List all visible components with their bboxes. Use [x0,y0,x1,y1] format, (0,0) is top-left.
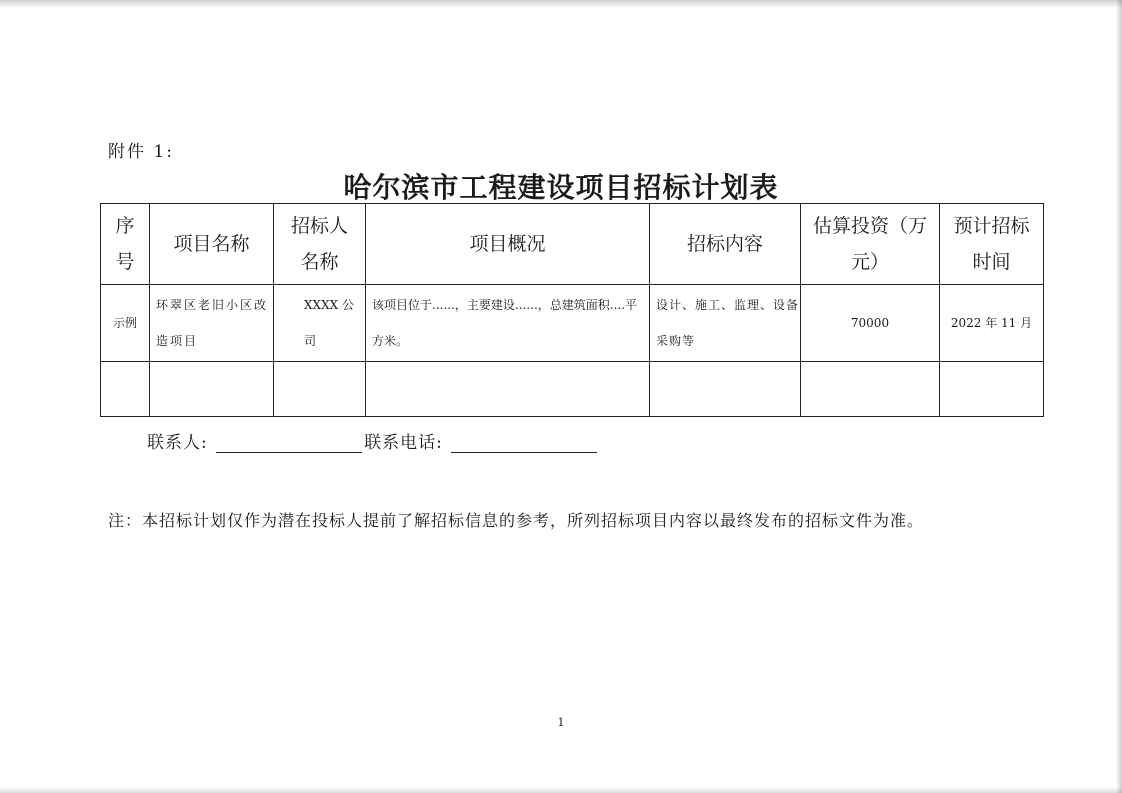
cell-index: 示例 [101,285,150,362]
footnote: 注：本招标计划仅作为潜在投标人提前了解招标信息的参考，所列招标项目内容以最终发布的招标文件为准。 [108,511,925,530]
cell-tenderer: XXXX 公司 [274,285,366,362]
header-time: 预计招标时间 [940,204,1044,285]
header-overview: 项目概况 [366,204,650,285]
contact-line [147,428,599,453]
contact-phone-label: 联系电话: [364,433,443,453]
cell-empty [650,362,801,417]
scan-edge-right [1116,0,1122,793]
page-number: 1 [557,716,565,729]
cell-empty [101,362,150,417]
cell-overview: 该项目位于......，主要建设......，总建筑面积....平方米。 [366,285,650,362]
tender-plan-table [100,203,1044,417]
table-header-row [101,204,1044,285]
attachment-label: 附件 1: [108,142,174,162]
header-content: 招标内容 [650,204,801,285]
header-index: 序号 [101,204,150,285]
cell-empty [366,362,650,417]
cell-time: 2022 年 11 月 [940,285,1044,362]
cell-content: 设计、施工、监理、设备采购等 [650,285,801,362]
contact-phone-blank [451,434,597,453]
cell-empty [150,362,274,417]
cell-project-name: 环翠区老旧小区改造项目 [150,285,274,362]
scan-edge-top [0,0,1122,8]
cell-investment: 70000 [801,285,940,362]
header-tenderer: 招标人名称 [274,204,366,285]
cell-empty [274,362,366,417]
scan-edge-bottom [0,787,1122,793]
contact-person-label: 联系人: [147,433,208,453]
contact-person-blank [216,434,362,453]
header-investment: 估算投资（万元） [801,204,940,285]
document-title: 哈尔滨市工程建设项目招标计划表 [343,171,779,204]
table-row [101,285,1044,362]
cell-empty [801,362,940,417]
table-row-empty [101,362,1044,417]
header-project-name: 项目名称 [150,204,274,285]
cell-empty [940,362,1044,417]
